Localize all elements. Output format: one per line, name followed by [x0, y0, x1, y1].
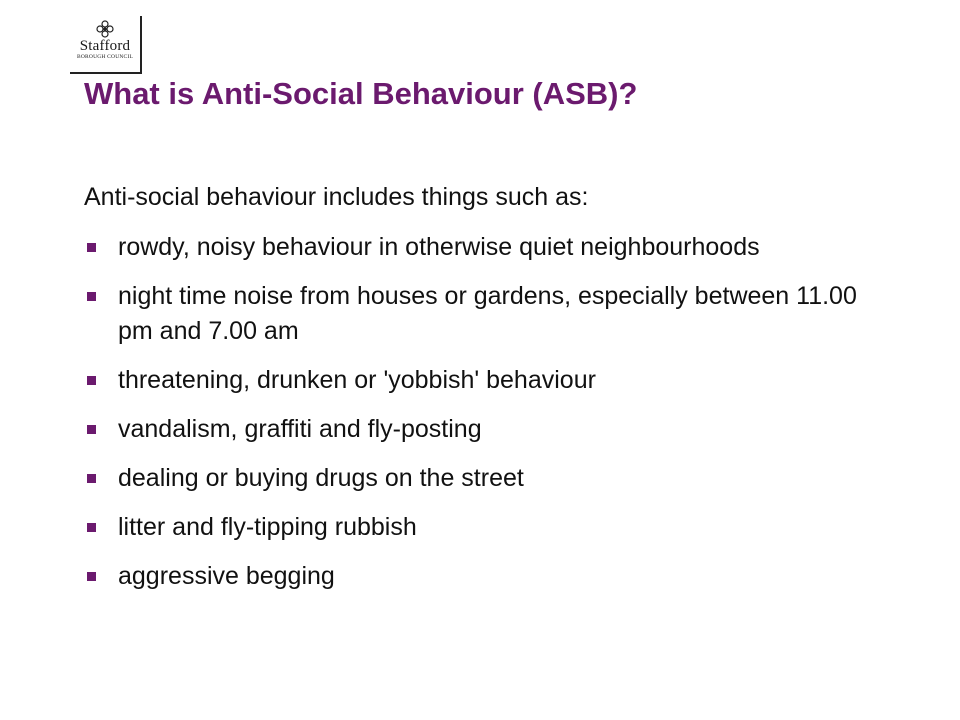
list-item-text: threatening, drunken or 'yobbish' behaviour — [118, 366, 596, 394]
council-logo — [70, 16, 142, 74]
asb-list — [84, 230, 884, 608]
list-item — [84, 279, 884, 349]
list-item — [84, 230, 884, 265]
list-item — [84, 363, 884, 398]
square-bullet-icon — [87, 474, 96, 483]
list-item-text: dealing or buying drugs on the street — [118, 464, 524, 492]
logo-subtitle: BOROUGH COUNCIL — [76, 54, 133, 60]
list-item-text: rowdy, noisy behaviour in otherwise quiet neighbourhoods — [118, 233, 760, 261]
list-item-text: aggressive begging — [118, 562, 335, 590]
list-item-text: night time noise from houses or gardens, especially between 11.00 pm and 7.00 am — [118, 282, 857, 345]
square-bullet-icon — [87, 243, 96, 252]
square-bullet-icon — [87, 376, 96, 385]
logo-name: Stafford — [79, 38, 131, 54]
list-item-text: litter and fly-tipping rubbish — [118, 513, 417, 541]
list-item — [84, 461, 884, 496]
intro-text: Anti-social behaviour includes things such as: — [84, 183, 589, 211]
list-item-text: vandalism, graffiti and fly-posting — [118, 415, 482, 443]
crest-icon — [96, 20, 114, 38]
square-bullet-icon — [87, 523, 96, 532]
square-bullet-icon — [87, 425, 96, 434]
square-bullet-icon — [87, 292, 96, 301]
list-item — [84, 510, 884, 545]
page-title: What is Anti-Social Behaviour (ASB)? — [84, 76, 638, 111]
list-item — [84, 559, 884, 594]
square-bullet-icon — [87, 572, 96, 581]
list-item — [84, 412, 884, 447]
